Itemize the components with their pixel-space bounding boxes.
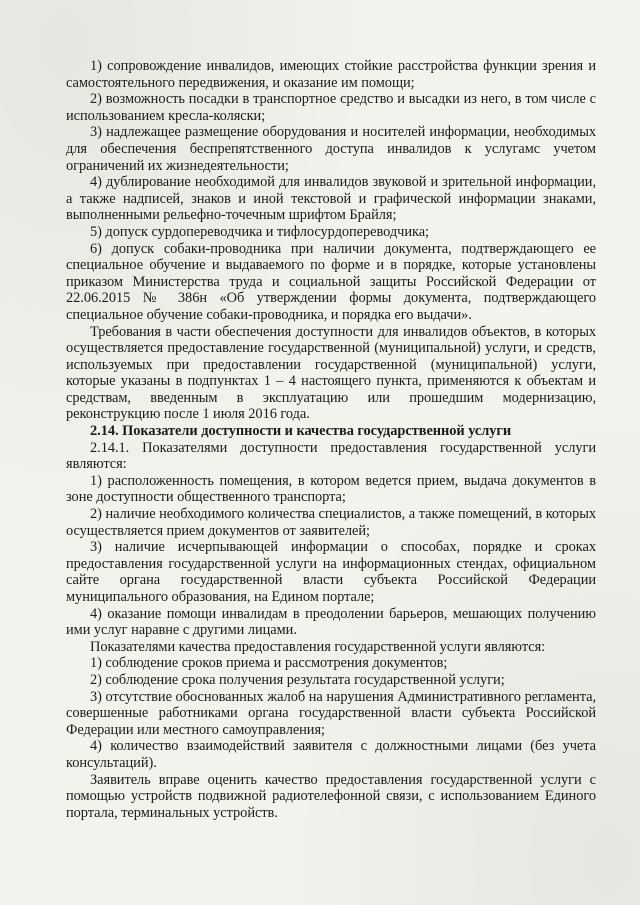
list-item: 3) надлежащее размещение оборудования и носителей информации, необходимых для обеспечения беспрепятственного доступа инвалидов к услугамс учетом ограничений их жизнедеятельности;: [66, 124, 596, 174]
list-item: 1) расположенность помещения, в котором ведется прием, выдача документов в зоне доступности общественного транспорта;: [66, 472, 596, 506]
list-item: 1) сопровождение инвалидов, имеющих стойкие расстройства функции зрения и самостоятельного передвижения, и оказание им помощи;: [66, 58, 596, 91]
body-paragraph: Требования в части обеспечения доступности для инвалидов объектов, в которых осуществляется предоставление государственной (муниципальной) услуги, и средств, используемых при предоставлении государственной (муниципальной) услуги, которые указаны в подпунктах 1 – 4 настоящего пункта, применяются к объектам и средствам, введенным в эксплуатацию или прошедшим модернизацию, реконструкцию после 1 июля 2016 года.: [66, 323, 596, 423]
list-item: 1) соблюдение сроков приема и рассмотрения документов;: [90, 655, 448, 672]
list-item: 3) наличие исчерпывающей информации о способах, порядке и сроках предоставления государственной услуги на информационных стендах, официальном сайте органа государственной власти субъекта Российской Федерации муниципального образования, на Едином портале;: [66, 539, 596, 605]
list-item: 2) возможность посадки в транспортное средство и высадки из него, в том числе с использованием кресла-коляски;: [66, 91, 596, 124]
list-item: 5) допуск сурдопереводчика и тифлосурдопереводчика;: [90, 223, 429, 240]
list-item: 4) оказание помощи инвалидам в преодолении барьеров, мешающих получению ими услуг наравне с другими лицами.: [66, 605, 596, 639]
list-item: 2) наличие необходимого количества специалистов, а также помещений, в которых осуществляется прием документов от заявителей;: [66, 506, 596, 539]
list-item: 4) количество взаимодействий заявителя с должностными лицами (без учета консультаций).: [66, 738, 596, 771]
list-item: 3) отсутствие обоснованных жалоб на нарушения Административного регламента, совершенные работниками органа государственной власти субъекта Российской Федерации или местного самоуправления;: [66, 688, 596, 738]
section-heading: 2.14. Показатели доступности и качества государственной услуги: [90, 423, 512, 440]
body-paragraph: Показателями качества предоставления государственной услуги являются:: [90, 638, 546, 655]
body-paragraph: Заявитель вправе оценить качество предоставления государственной услуги с помощью устройств подвижной радиотелефонной связи, с использованием Единого портала, терминальных устройств.: [66, 771, 596, 821]
body-paragraph: 2.14.1. Показателями доступности предоставления государственной услуги являются:: [66, 439, 596, 473]
list-item: 4) дублирование необходимой для инвалидов звуковой и зрительной информации, а также надписей, знаков и иной текстовой и графической информации знаками, выполненными рельефно-точечным шрифтом Брайля;: [66, 174, 596, 224]
list-item: 6) допуск собаки-проводника при наличии документа, подтверждающего ее специальное обучение и выдаваемого по форме и в порядке, которые установлены приказом Министерства труда и социальной защиты Российской Федерации от 22.06.2015 № 386н «Об утверждении формы документа, подтверждающего специальное обучение собаки-проводника, и порядка его выдачи».: [66, 240, 596, 323]
list-item: 2) соблюдение срока получения результата государственной услуги;: [90, 671, 505, 688]
